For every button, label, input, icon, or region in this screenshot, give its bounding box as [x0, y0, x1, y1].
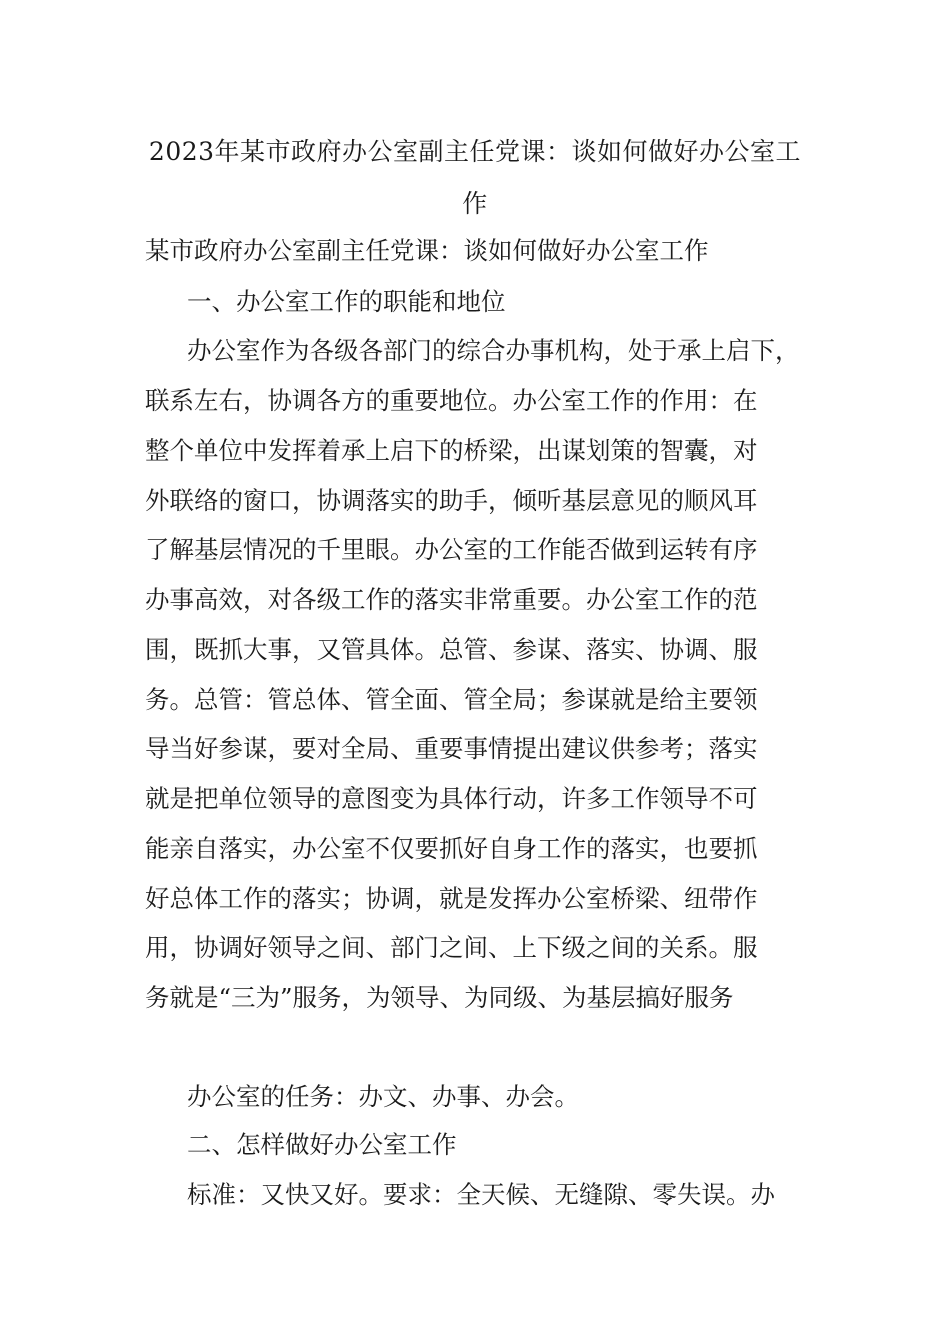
document-subtitle: 某市政府办公室副主任党课：谈如何做好办公室工作	[145, 236, 709, 265]
paragraph-1-line: 了解基层情况的千里眼。办公室的工作能否做到运转有序	[145, 535, 758, 564]
tasks-line: 办公室的任务：办文、办事、办会。	[187, 1082, 579, 1111]
paragraph-1-line: 外联络的窗口，协调落实的助手，倾听基层意见的顺风耳	[145, 486, 758, 515]
paragraph-1-line: 好总体工作的落实；协调，就是发挥办公室桥梁、纽带作	[145, 884, 758, 913]
section-heading-1: 一、办公室工作的职能和地位	[187, 287, 506, 316]
paragraph-1-line: 务。总管：管总体、管全面、管全局；参谋就是给主要领	[145, 685, 758, 714]
title-line-1: 2023年某市政府办公室副主任党课：谈如何做好办公室工	[148, 137, 802, 166]
paragraph-1-line: 围，既抓大事，又管具体。总管、参谋、落实、协调、服	[145, 635, 758, 664]
title-line-2: 作	[462, 189, 488, 218]
paragraph-1-line: 用，协调好领导之间、部门之间、上下级之间的关系。服	[145, 933, 758, 962]
paragraph-1-line: 办事高效，对各级工作的落实非常重要。办公室工作的范	[145, 585, 758, 614]
paragraph-1-line: 就是把单位领导的意图变为具体行动，许多工作领导不可	[145, 784, 758, 813]
document-title	[135, 126, 815, 230]
paragraph-1-line: 办公室作为各级各部门的综合办事机构，处于承上启下，	[187, 336, 800, 365]
paragraph-1-line: 联系左右，协调各方的重要地位。办公室工作的作用：在	[145, 386, 758, 415]
paragraph-1-line: 务就是“三为”服务，为领导、为同级、为基层搞好服务	[145, 983, 734, 1012]
paragraph-1-line: 导当好参谋，要对全局、重要事情提出建议供参考；落实	[145, 734, 758, 763]
paragraph-1-line: 整个单位中发挥着承上启下的桥梁，出谋划策的智囊，对	[145, 436, 758, 465]
section-heading-2: 二、怎样做好办公室工作	[187, 1130, 457, 1159]
paragraph-2-line: 标准：又快又好。要求：全天候、无缝隙、零失误。办	[187, 1180, 775, 1209]
paragraph-1-line: 能亲自落实，办公室不仅要抓好自身工作的落实，也要抓	[145, 834, 758, 863]
